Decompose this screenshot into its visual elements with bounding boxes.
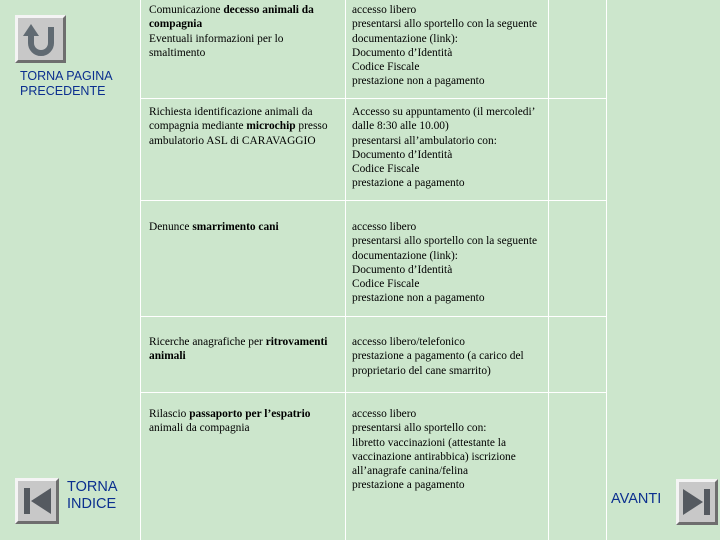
service-text: animali da compagnia	[149, 422, 250, 435]
grid-line-h4	[140, 392, 606, 393]
service-text: Ricerche anagrafiche per	[149, 336, 266, 348]
service-cell	[149, 335, 339, 364]
grid-line-h3	[140, 316, 606, 317]
back-label[interactable]: TORNA PAGINA PRECEDENTE	[20, 69, 112, 98]
service-text: Eventuali informazioni per lo smaltimento	[149, 32, 284, 59]
service-text: Rilascio	[149, 408, 190, 420]
service-keyword: smarrimento cani	[192, 221, 279, 233]
service-cell	[149, 407, 339, 436]
next-label[interactable]: AVANTI	[611, 491, 662, 507]
grid-line-v4	[606, 0, 607, 540]
service-text: Denunce	[149, 221, 193, 233]
next-button[interactable]	[676, 479, 718, 525]
grid-line-v1	[140, 0, 141, 540]
service-cell	[149, 220, 339, 234]
service-keyword: decesso animali da compagnia	[149, 4, 314, 31]
index-label[interactable]: TORNA INDICE	[67, 479, 117, 513]
service-keyword: microchip	[246, 120, 296, 133]
service-cell	[149, 3, 339, 60]
grid-line-v3	[548, 0, 549, 540]
service-text: Richiesta identificazione animali da compagnia mediante	[149, 106, 313, 133]
grid-line-h1	[140, 98, 606, 99]
last-page-icon	[682, 487, 712, 517]
access-cell: accesso libero presentarsi allo sportello con la seguente documentazione (link): Documento d’Identità Codice Fiscale prestazione non a pagamento	[352, 4, 538, 88]
service-keyword: passaporto per l’espatrio	[189, 408, 311, 420]
service-text: Comunicazione	[149, 4, 224, 16]
service-keyword: ritrovamenti animali	[149, 336, 328, 363]
service-cell	[149, 105, 339, 148]
access-cell: accesso libero/telefonico prestazione a pagamento (a carico del proprietario del cane smarrito)	[352, 336, 524, 377]
service-text: presso ambulatorio ASL di CARAVAGGIO	[149, 120, 328, 147]
index-button[interactable]	[15, 478, 59, 524]
grid-line-h2	[140, 200, 606, 201]
access-cell: accesso libero presentarsi allo sportello con: libretto vaccinazioni (attestante la vaccinazione antirabbica) iscrizione all’anagrafe canina/felina prestazione a pagamento	[352, 408, 516, 492]
first-page-icon	[22, 486, 52, 516]
access-cell: accesso libero presentarsi allo sportello con la seguente documentazione (link): Documento d’Identità Codice Fiscale prestazione non a pagamento	[352, 221, 538, 305]
back-button[interactable]	[15, 15, 66, 63]
u-turn-arrow-icon	[22, 21, 60, 57]
access-cell: Accesso su appuntamento (il mercoledi’ dalle 8:30 alle 10.00) presentarsi all’ambulatorio con: Documento d’Identità Codice Fiscale prestazione a pagamento	[352, 106, 535, 190]
grid-line-v2	[345, 0, 346, 540]
